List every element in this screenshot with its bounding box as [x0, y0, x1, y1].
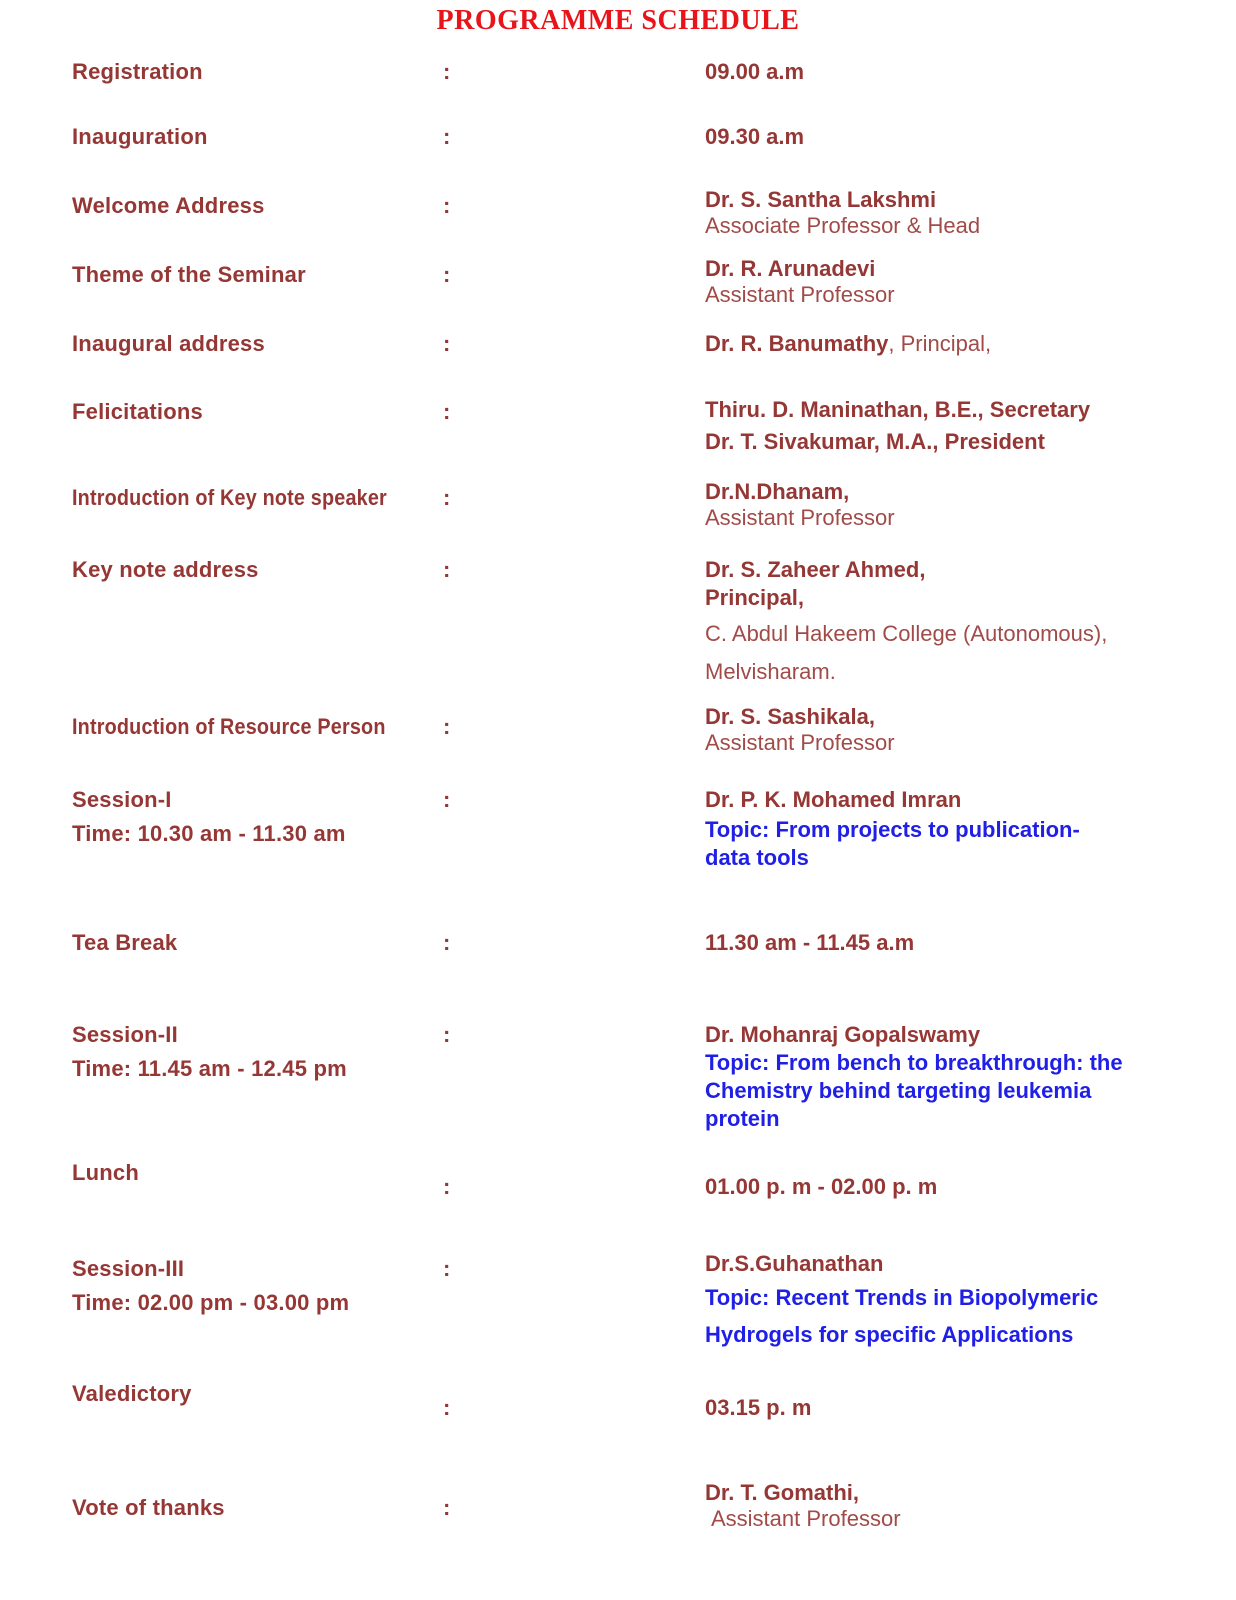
row-label: Welcome Address [72, 193, 265, 218]
speaker-designation: , Principal, [888, 331, 992, 356]
row-value: 09.30 a.m [705, 124, 805, 149]
row-label: Vote of thanks [72, 1495, 225, 1520]
schedule-row-intro-resource-person [0, 704, 1236, 756]
row-label: Inauguration [72, 124, 208, 149]
row-label: Registration [72, 59, 203, 84]
speaker-name: Dr. S. Zaheer Ahmed, [705, 557, 926, 582]
schedule-row-lunch [0, 1159, 1236, 1201]
speaker-designation: Associate Professor & Head [705, 213, 981, 238]
row-label: Inaugural address [72, 331, 265, 356]
colon-separator: : [443, 485, 451, 510]
session-topic-line: data tools [705, 845, 809, 870]
speaker-designation: Assistant Professor [705, 505, 895, 530]
row-label: Key note address [72, 557, 259, 582]
session-topic-line: Hydrogels for specific Applications [705, 1322, 1074, 1347]
colon-separator: : [443, 787, 451, 812]
speaker-name: Dr. T. Gomathi, [705, 1480, 860, 1505]
session-topic-line: Topic: Recent Trends in Biopolymeric [705, 1285, 1099, 1310]
schedule-row-felicitations [0, 394, 1236, 458]
dignitary-name: Dr. T. Sivakumar, M.A., President [705, 429, 1045, 454]
colon-separator: : [443, 1395, 451, 1420]
row-label: Tea Break [72, 930, 178, 955]
row-label: Lunch [72, 1160, 139, 1185]
row-label: Introduction of Resource Person [72, 714, 386, 739]
colon-separator: : [443, 124, 451, 149]
schedule-row-registration [0, 58, 1236, 86]
colon-separator: : [443, 930, 451, 955]
schedule-row-tea-break [0, 929, 1236, 957]
speaker-name: Dr. P. K. Mohamed Imran [705, 787, 962, 812]
schedule-row-intro-keynote [0, 479, 1236, 531]
colon-separator: : [443, 399, 451, 424]
row-value: 03.15 p. m [705, 1395, 812, 1420]
schedule-row-inauguration [0, 123, 1236, 151]
schedule-row-session-1 [0, 786, 1236, 872]
schedule-row-session-2 [0, 1021, 1236, 1133]
speaker-institution: C. Abdul Hakeem College (Autonomous), [705, 621, 1108, 646]
colon-separator: : [443, 557, 451, 582]
page-title: PROGRAMME SCHEDULE [436, 5, 800, 36]
speaker-designation: Assistant Professor [705, 730, 895, 755]
speaker-name: Dr.N.Dhanam, [705, 479, 850, 504]
row-label: Session-III [72, 1256, 185, 1281]
session-time: Time: 02.00 pm - 03.00 pm [72, 1290, 350, 1315]
colon-separator: : [443, 331, 451, 356]
speaker-name: Dr. R. Arunadevi [705, 256, 876, 281]
colon-separator: : [443, 59, 451, 84]
colon-separator: : [443, 1022, 451, 1047]
schedule-row-inaugural-address [0, 330, 1236, 358]
speaker-name: Dr. R. Banumathy [705, 331, 889, 356]
colon-separator: : [443, 1495, 451, 1520]
speaker-name: Dr. Mohanraj Gopalswamy [705, 1022, 981, 1047]
row-label: Session-II [72, 1022, 178, 1047]
colon-separator: : [443, 714, 451, 739]
schedule-row-vote-of-thanks [0, 1480, 1236, 1532]
session-topic-line: Topic: From projects to publication- [705, 817, 1080, 842]
session-time: Time: 11.45 am - 12.45 pm [72, 1056, 347, 1081]
colon-separator: : [443, 262, 451, 287]
session-time: Time: 10.30 am - 11.30 am [72, 821, 346, 846]
speaker-name: Dr. S. Santha Lakshmi [705, 187, 937, 212]
session-topic-line: Chemistry behind targeting leukemia [705, 1078, 1092, 1103]
schedule-row-theme [0, 256, 1236, 308]
schedule-row-keynote-address [0, 556, 1236, 686]
row-label: Felicitations [72, 399, 203, 424]
session-topic-line: protein [705, 1106, 780, 1131]
speaker-designation: Assistant Professor [711, 1506, 901, 1531]
dignitary-name: Thiru. D. Maninathan, B.E., Secretary [705, 397, 1091, 422]
row-label: Theme of the Seminar [72, 262, 306, 287]
row-label: Valedictory [72, 1381, 192, 1406]
schedule-row-session-3 [0, 1250, 1236, 1349]
colon-separator: : [443, 193, 451, 218]
speaker-location: Melvisharam. [705, 659, 836, 684]
schedule-row-welcome-address [0, 187, 1236, 239]
speaker-line [705, 330, 1196, 358]
speaker-name: Dr. S. Sashikala, [705, 704, 875, 729]
colon-separator: : [443, 1174, 451, 1199]
speaker-designation: Principal, [705, 585, 805, 610]
row-label: Introduction of Key note speaker [72, 485, 387, 510]
speaker-designation: Assistant Professor [705, 282, 895, 307]
row-value: 09.00 a.m [705, 59, 805, 84]
row-value: 01.00 p. m - 02.00 p. m [705, 1174, 938, 1199]
colon-separator: : [443, 1256, 451, 1281]
row-value: 11.30 am - 11.45 a.m [705, 930, 915, 955]
speaker-name: Dr.S.Guhanathan [705, 1251, 884, 1276]
row-label: Session-I [72, 787, 172, 812]
schedule-row-valedictory [0, 1380, 1236, 1422]
session-topic-line: Topic: From bench to breakthrough: the [705, 1050, 1123, 1075]
